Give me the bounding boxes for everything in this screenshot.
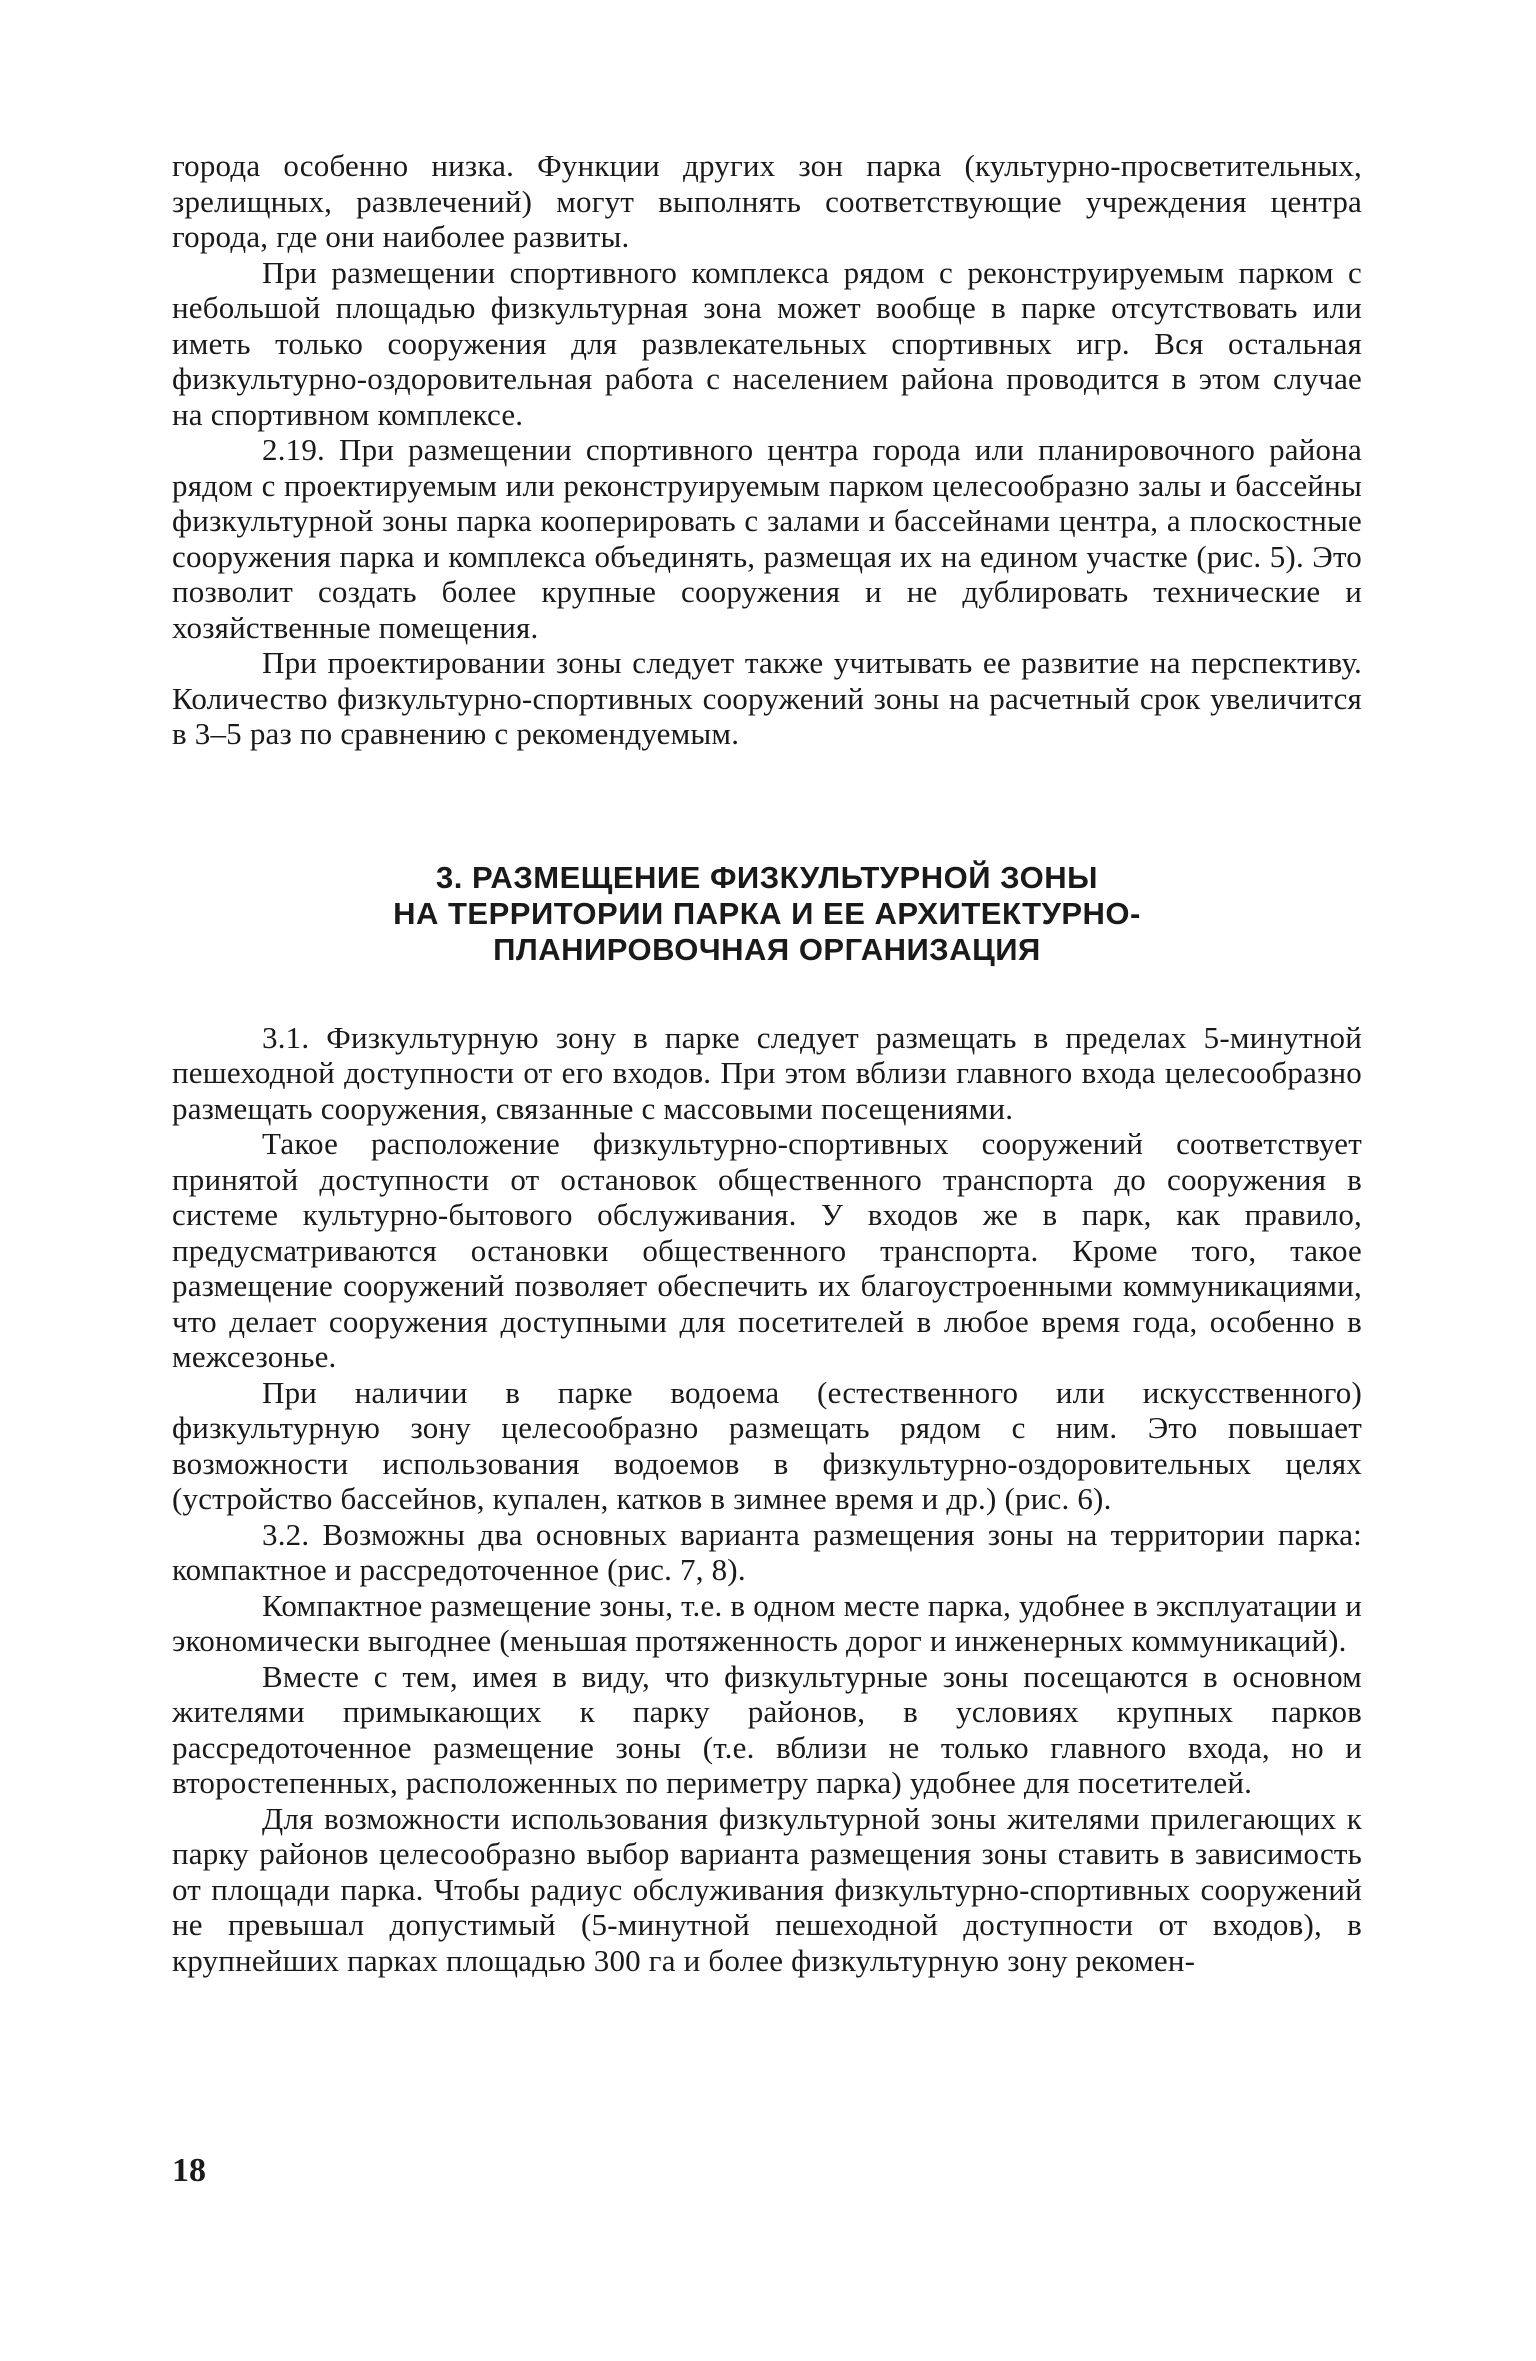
- section-heading-line: ПЛАНИРОВОЧНАЯ ОРГАНИЗАЦИЯ: [493, 931, 1041, 967]
- paragraph-2-19: 2.19. При размещении спортивного центра города или планировочного района рядом с проектируемым или реконструируемым парком целесообразно залы и бассейны физкультурной зоны парка кооперировать с залами и бассейнами центра, а плоскостные сооружения парка и комплекса объединять, размещая их на едином участке (рис. 5). Это позволит создать более крупные сооружения и не дублировать технические и хозяйственные помещения.: [172, 432, 1362, 645]
- paragraph-3-1: 3.1. Физкультурную зону в парке следует размещать в пределах 5-минутной пешеходной доступности от его входов. При этом вблизи главного входа целесообразно размещать сооружения, связанные с массовыми посещениями.: [172, 1019, 1362, 1126]
- paragraph-3-2: 3.2. Возможны два основных варианта размещения зоны на территории парка: компактное и рассредоточенное (рис. 7, 8).: [172, 1516, 1362, 1587]
- page-body: [172, 148, 1362, 1978]
- section-heading: [172, 860, 1362, 968]
- page-number: 18: [172, 2152, 206, 2189]
- section-heading-line: НА ТЕРРИТОРИИ ПАРКА И ЕЕ АРХИТЕКТУРНО-: [393, 895, 1141, 931]
- paragraph: Компактное размещение зоны, т.е. в одном месте парка, удобнее в эксплуатации и экономически выгоднее (меньшая протяженность дорог и инженерных коммуникаций).: [172, 1587, 1362, 1658]
- paragraph: Такое расположение физкультурно-спортивных сооружений соответствует принятой доступности от остановок общественного транспорта до сооружения в системе культурно-бытового обслуживания. У входов же в парк, как правило, предусматриваются остановки общественного транспорта. Кроме того, такое размещение сооружений позволяет обеспечить их благоустроенными коммуникациями, что делает сооружения доступными для посетителей в любое время года, особенно в межсезонье.: [172, 1126, 1362, 1374]
- paragraph: При размещении спортивного комплекса рядом с реконструируемым парком с небольшой площадью физкультурная зона может вообще в парке отсутствовать или иметь только сооружения для развлекательных спортивных игр. Вся остальная физкультурно-оздоровительная работа с населением района проводится в этом случае на спортивном комплексе.: [172, 254, 1362, 432]
- paragraph-continued: города особенно низка. Функции других зон парка (культурно-просветительных, зрелищных, развлечений) могут выполнять соответствующие учреждения центра города, где они наиболее развиты.: [172, 148, 1362, 254]
- paragraph: Вместе с тем, имея в виду, что физкультурные зоны посещаются в основном жителями примыкающих к парку районов, в условиях крупных парков рассредоточенное размещение зоны (т.е. вблизи не только главного входа, но и второстепенных, расположенных по периметру парка) удобнее для посетителей.: [172, 1658, 1362, 1800]
- paragraph: Для возможности использования физкультурной зоны жителями прилегающих к парку районов целесообразно выбор варианта размещения зоны ставить в зависимость от площади парка. Чтобы радиус обслуживания физкультурно-спортивных сооружений не превышал допустимый (5-минутной пешеходной доступности от входов), в крупнейших парках площадью 300 га и более физкультурную зону рекомен-: [172, 1800, 1362, 1978]
- section-heading-line: 3. РАЗМЕЩЕНИЕ ФИЗКУЛЬТУРНОЙ ЗОНЫ: [436, 859, 1098, 895]
- paragraph: При наличии в парке водоема (естественного или искусственного) физкультурную зону целесообразно размещать рядом с ним. Это повышает возможности использования водоемов в физкультурно-оздоровительных целях (устройство бассейнов, купален, катков в зимнее время и др.) (рис. 6).: [172, 1374, 1362, 1516]
- paragraph: При проектировании зоны следует также учитывать ее развитие на перспективу. Количество физкультурно-спортивных сооружений зоны на расчетный срок увеличится в 3–5 раз по сравнению с рекомендуемым.: [172, 645, 1362, 751]
